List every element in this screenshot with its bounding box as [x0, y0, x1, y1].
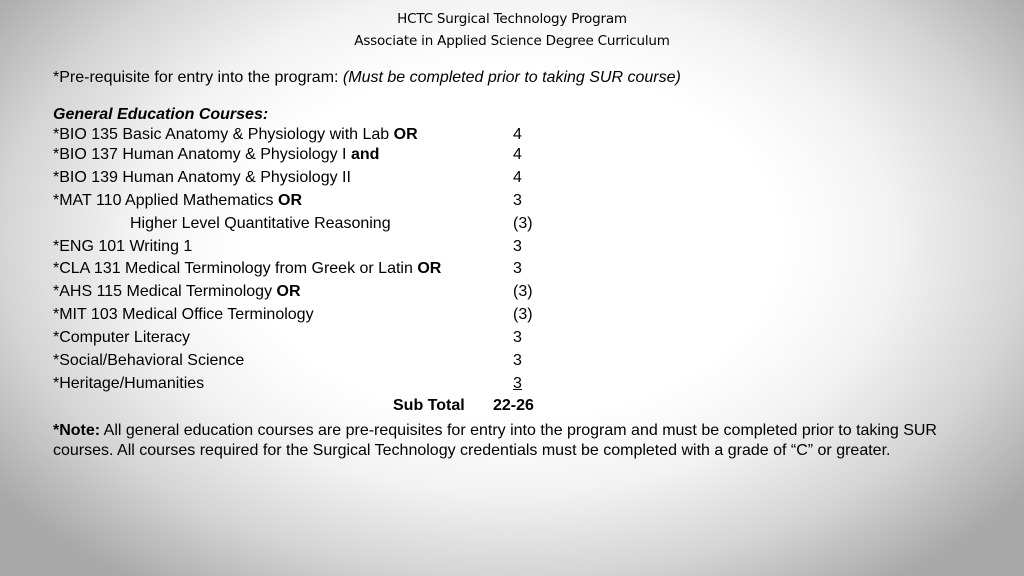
course-entry	[53, 145, 379, 165]
course-conjunction: OR	[276, 283, 301, 300]
course-name: *BIO 135 Basic Anatomy & Physiology with Lab	[53, 126, 394, 143]
course-conjunction: OR	[417, 260, 442, 277]
course-entry	[53, 191, 302, 211]
course-credits: (3)	[513, 215, 533, 232]
course-row	[53, 125, 613, 145]
course-credits: 3	[513, 192, 522, 209]
course-credits: 4	[513, 126, 522, 143]
course-name: *BIO 137 Human Anatomy & Physiology I	[53, 146, 351, 163]
course-credits: 4	[513, 169, 522, 186]
course-name: *Heritage/Humanities	[53, 375, 205, 392]
course-entry	[53, 125, 418, 145]
course-entry	[53, 237, 192, 257]
course-credits: 4	[513, 146, 522, 163]
course-row	[53, 259, 613, 279]
course-entry	[53, 168, 351, 188]
course-conjunction: and	[350, 146, 380, 163]
section-heading: General Education Courses:	[53, 106, 269, 123]
course-entry	[53, 259, 441, 279]
course-row	[53, 214, 613, 234]
course-credits: 3	[513, 260, 522, 277]
prerequisite-emphasis: (Must be completed prior to taking SUR course)	[342, 69, 681, 86]
degree-subtitle: Associate in Applied Science Degree Curriculum	[354, 33, 670, 49]
course-credits: 3	[513, 238, 522, 255]
course-entry	[53, 374, 204, 394]
course-name: Higher Level Quantitative Reasoning	[130, 215, 391, 232]
course-credits: 3	[513, 375, 522, 392]
course-entry	[53, 328, 190, 348]
note-label: *Note:	[53, 422, 101, 439]
course-name: *ENG 101 Writing 1	[53, 238, 193, 255]
course-entry	[130, 214, 391, 234]
course-entry	[53, 351, 244, 371]
course-entry	[53, 282, 301, 302]
prerequisite-statement	[53, 68, 681, 88]
course-name: *Computer Literacy	[53, 329, 190, 346]
course-row	[53, 237, 613, 257]
course-name: *Social/Behavioral Science	[53, 352, 245, 369]
course-name: *CLA 131 Medical Terminology from Greek or Latin	[53, 260, 418, 277]
course-row	[53, 168, 613, 188]
course-credits: (3)	[513, 283, 533, 300]
course-credits: (3)	[513, 306, 533, 323]
course-row	[53, 145, 613, 165]
course-name: *MAT 110 Applied Mathematics	[53, 192, 278, 209]
subtotal-label: Sub Total	[393, 397, 465, 414]
course-conjunction: OR	[393, 126, 418, 143]
course-credits: 3	[513, 352, 522, 369]
course-name: *AHS 115 Medical Terminology	[53, 283, 277, 300]
course-name: *BIO 139 Human Anatomy & Physiology II	[53, 169, 351, 186]
course-name: *MIT 103 Medical Office Terminology	[53, 306, 314, 323]
note-paragraph	[53, 421, 973, 460]
prerequisite-text: *Pre-requisite for entry into the program:	[53, 69, 343, 86]
course-row	[53, 191, 613, 211]
course-row	[53, 305, 613, 325]
course-conjunction: OR	[278, 192, 302, 209]
course-row	[53, 328, 613, 348]
subtotal-value: 22-26	[493, 397, 534, 414]
course-entry	[53, 305, 314, 325]
program-title: HCTC Surgical Technology Program	[397, 11, 627, 27]
course-row	[53, 282, 613, 302]
course-credits: 3	[513, 329, 522, 346]
note-text: All general education courses are pre-requisites for entry into the program and must be completed prior to taking SUR courses. All courses required for the Surgical Technology credentials must be completed with a grade of “C” or greater.	[53, 422, 937, 459]
course-row	[53, 351, 613, 371]
course-row	[53, 374, 613, 394]
